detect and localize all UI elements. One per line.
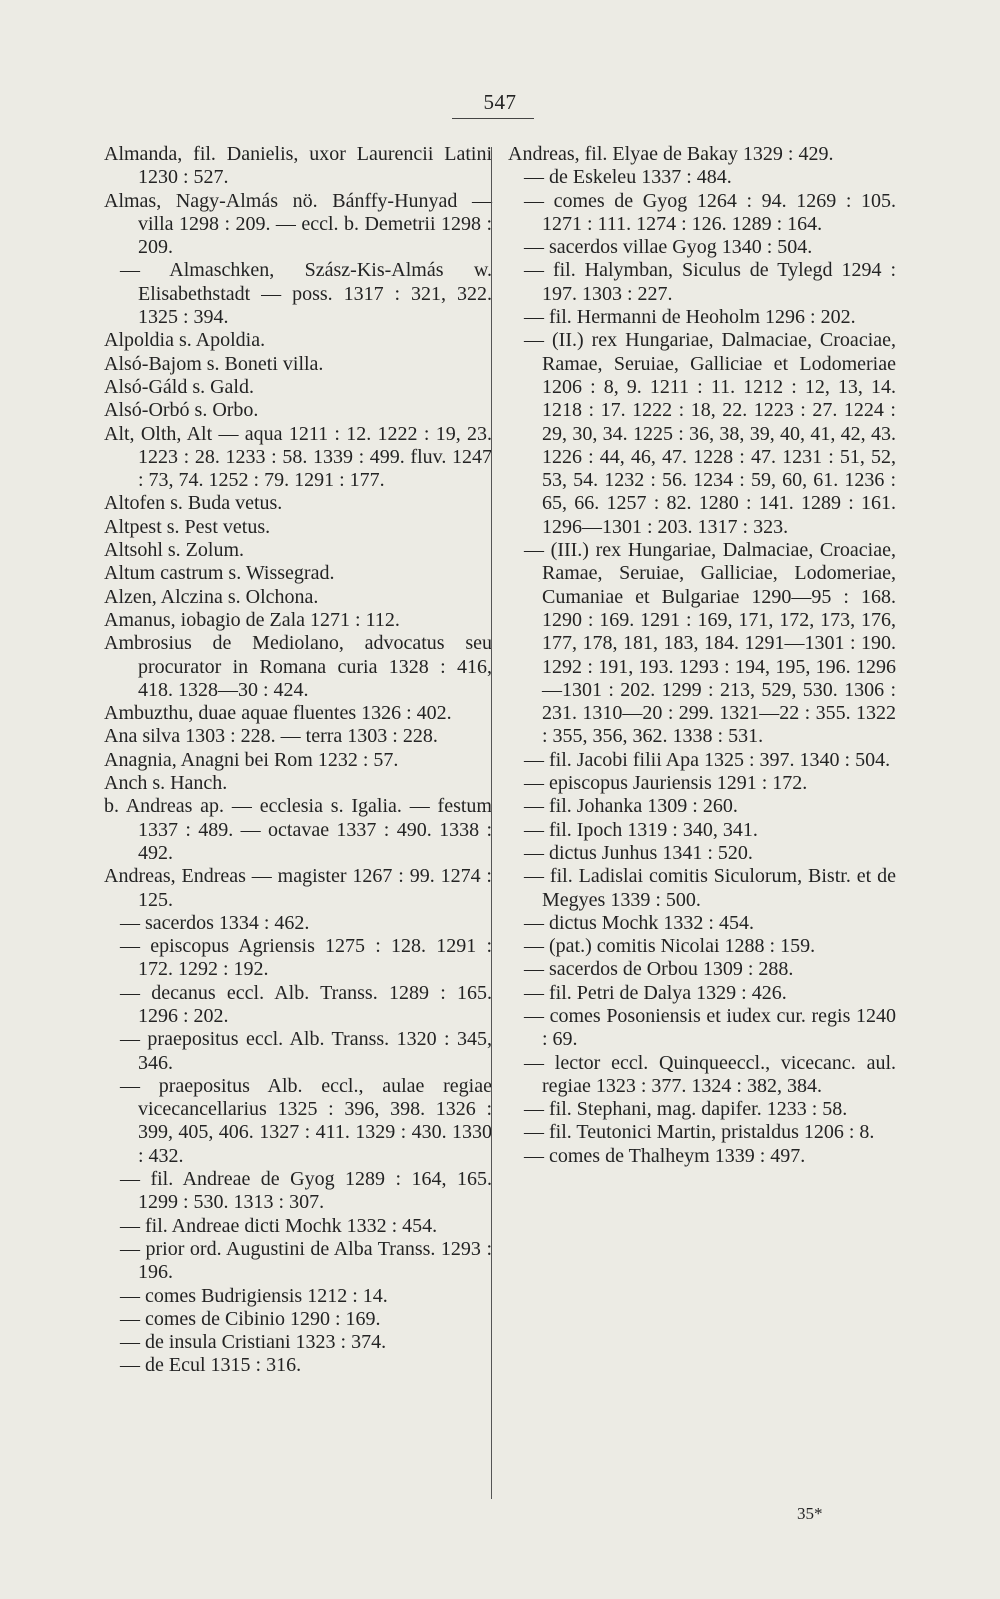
index-entry: — fil. Andreae de Gyog 1289 : 164, 165. 1299 : 530. 1313 : 307.: [120, 1168, 492, 1214]
index-entry: Andreas, fil. Elyae de Bakay 1329 : 429.: [508, 143, 834, 165]
index-entry: — episcopus Agriensis 1275 : 128. 1291 : 172. 1292 : 192.: [120, 935, 492, 981]
index-entry: — fil. Andreae dicti Mochk 1332 : 454.: [120, 1214, 438, 1237]
page-number-rule: [452, 118, 534, 119]
index-entry: — praepositus Alb. eccl., aulae regiae vicecancellarius 1325 : 396, 398. 1326 : 399, 405, 406. 1327 : 411. 1329 : 430. 1330 : 432.: [120, 1074, 492, 1167]
index-entry: Alsó-Orbó s. Orbo.: [104, 399, 259, 422]
index-entry: Ambrosius de Mediolano, advocatus seu procurator in Romana curia 1328 : 416, 418. 1328—30 : 424.: [104, 632, 492, 701]
index-entry: Altpest s. Pest vetus.: [104, 515, 271, 538]
index-entry: — dictus Junhus 1341 : 520.: [524, 841, 753, 864]
index-entry: Ana silva 1303 : 228. — terra 1303 : 228.: [104, 725, 438, 748]
index-entry: Alzen, Alczina s. Olchona.: [104, 585, 319, 608]
index-entry: — comes de Cibinio 1290 : 169.: [120, 1307, 381, 1330]
index-entry: Altsohl s. Zolum.: [104, 539, 245, 562]
index-entry: — de Eskeleu 1337 : 484.: [524, 166, 732, 189]
index-entry: — episcopus Jauriensis 1291 : 172.: [524, 772, 808, 795]
index-entry: — fil. Teutonici Martin, pristaldus 1206 : 8.: [524, 1121, 875, 1144]
index-entry: — de Ecul 1315 : 316.: [120, 1354, 302, 1377]
index-entry: — fil. Johanka 1309 : 260.: [524, 795, 738, 818]
index-entry: — (III.) rex Hungariae, Dalmaciae, Croaciae, Ramae, Seruiae, Galliciae, Lodomeriae, Cumaniae et Bulgariae 1290—95 : 168. 1290 : 169. 1291 : 169, 171, 172, 173, 176, 177, 178, 181, 183, 184. 1291—1301 : 190. 1292 : 191, 193. 1293 : 194, 195, 196. 1296—1301 : 202. 1299 : 213, 529, 530. 1306 : 231. 1310—20 : 299. 1321—22 : 355. 1322 : 355, 356, 362. 1338 : 531.: [524, 539, 896, 748]
index-entry: Anagnia, Anagni bei Rom 1232 : 57.: [104, 748, 399, 771]
right-column: [508, 143, 896, 1168]
index-entry: — Almaschken, Szász-Kis-Almás w. Elisabethstadt — poss. 1317 : 321, 322. 1325 : 394.: [120, 259, 492, 329]
index-entry: — (pat.) comitis Nicolai 1288 : 159.: [524, 935, 816, 958]
index-entry: — decanus eccl. Alb. Transs. 1289 : 165. 1296 : 202.: [120, 981, 492, 1027]
index-entry: — lector eccl. Quinqueeccl., vicecanc. aul. regiae 1323 : 377. 1324 : 382, 384.: [524, 1051, 896, 1097]
left-column: [104, 143, 492, 1378]
index-entry: Altum castrum s. Wissegrad.: [104, 562, 335, 585]
index-entry: Alsó-Bajom s. Boneti villa.: [104, 352, 324, 375]
index-entry: — comes Budrigiensis 1212 : 14.: [120, 1284, 388, 1307]
index-entry: Anch s. Hanch.: [104, 772, 228, 795]
index-entry: — fil. Halymban, Siculus de Tylegd 1294 : 197. 1303 : 227.: [524, 259, 896, 305]
index-entry: Ambuzthu, duae aquae fluentes 1326 : 402.: [104, 702, 452, 725]
index-entry: Amanus, iobagio de Zala 1271 : 112.: [104, 608, 400, 631]
index-entry: Almanda, fil. Danielis, uxor Laurencii Latini 1230 : 527.: [104, 143, 492, 189]
index-entry: — sacerdos villae Gyog 1340 : 504.: [524, 236, 813, 259]
index-entry: — (II.) rex Hungariae, Dalmaciae, Croaciae, Ramae, Seruiae, Galliciae et Lodomeriae 1206 : 8, 9. 1211 : 11. 1212 : 12, 13, 14. 1218 : 17. 1222 : 18, 22. 1223 : 27. 1224 : 29, 30, 34. 1225 : 36, 38, 39, 40, 41, 42, 43. 1226 : 44, 46, 47. 1228 : 47. 1231 : 51, 52, 53, 54. 1232 : 56. 1234 : 59, 60, 61. 1236 : 65, 66. 1257 : 82. 1280 : 141. 1289 : 161. 1296—1301 : 203. 1317 : 323.: [524, 329, 896, 538]
index-entry: — sacerdos 1334 : 462.: [120, 911, 310, 934]
index-entry: — prior ord. Augustini de Alba Transs. 1293 : 196.: [120, 1237, 492, 1284]
index-entry: — fil. Jacobi filii Apa 1325 : 397. 1340 : 504.: [524, 748, 891, 771]
index-entry: — comes de Thalheym 1339 : 497.: [524, 1144, 806, 1167]
index-entry: — sacerdos de Orbou 1309 : 288.: [524, 958, 794, 981]
column-divider: [491, 147, 492, 1499]
index-entry: Alt, Olth, Alt — aqua 1211 : 12. 1222 : 19, 23. 1223 : 28. 1233 : 58. 1339 : 499. fluv. 1247 : 73, 74. 1252 : 79. 1291 : 177.: [104, 422, 492, 492]
index-entry: Almas, Nagy-Almás nö. Bánffy-Hunyad — villa 1298 : 209. — eccl. b. Demetrii 1298 : 209.: [104, 189, 492, 259]
index-entry: Andreas, Endreas — magister 1267 : 99. 1274 : 125.: [104, 865, 492, 911]
index-entry: — fil. Hermanni de Heoholm 1296 : 202.: [524, 306, 856, 329]
index-entry: — fil. Petri de Dalya 1329 : 426.: [524, 981, 787, 1004]
index-entry: — comes Posoniensis et iudex cur. regis 1240 : 69.: [524, 1004, 896, 1051]
index-entry: Altofen s. Buda vetus.: [104, 492, 283, 515]
index-entry: b. Andreas ap. — ecclesia s. Igalia. — festum 1337 : 489. — octavae 1337 : 490. 1338 : 492.: [104, 795, 492, 864]
signature-mark: 35*: [797, 1504, 823, 1523]
index-entry: Alsó-Gáld s. Gald.: [104, 375, 254, 398]
index-entry: — fil. Ladislai comitis Siculorum, Bistr. et de Megyes 1339 : 500.: [524, 865, 896, 911]
index-entry: — dictus Mochk 1332 : 454.: [524, 911, 754, 934]
index-entry: — fil. Ipoch 1319 : 340, 341.: [524, 818, 758, 841]
page-number: 547: [483, 90, 517, 114]
index-entry: — de insula Cristiani 1323 : 374.: [120, 1331, 387, 1354]
index-entry: — praepositus eccl. Alb. Transs. 1320 : 345, 346.: [120, 1028, 492, 1074]
index-entry: — comes de Gyog 1264 : 94. 1269 : 105. 1271 : 111. 1274 : 126. 1289 : 164.: [524, 189, 896, 235]
index-entry: Alpoldia s. Apoldia.: [104, 329, 266, 352]
index-entry: — fil. Stephani, mag. dapifer. 1233 : 58.: [524, 1098, 848, 1121]
